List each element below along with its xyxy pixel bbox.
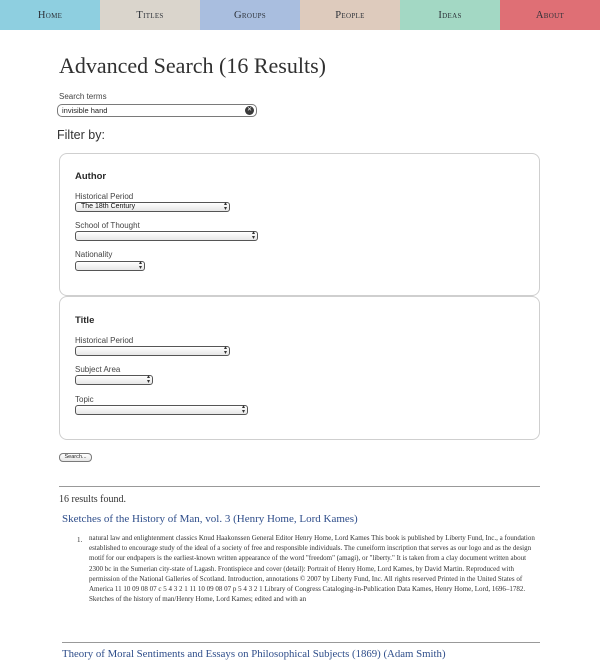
filter-heading: Filter by: <box>57 128 105 142</box>
nav-titles[interactable]: Titles <box>100 0 200 30</box>
author-historical-period-value: The 18th Century <box>81 203 136 210</box>
title-filter-panel <box>59 296 540 440</box>
author-panel-title: Author <box>75 171 107 182</box>
nav-ideas[interactable]: Ideas <box>400 0 500 30</box>
top-nav <box>0 0 600 30</box>
updown-arrows-icon: ▴ ▾ <box>223 201 227 212</box>
title-historical-period-select[interactable] <box>75 346 230 356</box>
search-button[interactable]: Search... <box>59 453 92 462</box>
subject-area-select[interactable] <box>75 375 153 385</box>
updown-arrows-icon: ▴ ▾ <box>251 230 255 241</box>
title-historical-period-label: Historical Period <box>75 336 134 345</box>
search-field <box>57 104 257 117</box>
nav-home[interactable]: Home <box>0 0 100 30</box>
nav-about[interactable]: About <box>500 0 600 30</box>
nav-people[interactable]: People <box>300 0 400 30</box>
nav-groups[interactable]: Groups <box>200 0 300 30</box>
topic-label: Topic <box>75 395 94 404</box>
page-title: Advanced Search (16 Results) <box>59 53 326 78</box>
title-panel-title: Title <box>75 315 95 326</box>
result-snippet-number: 1. <box>77 536 83 544</box>
updown-arrows-icon: ▴ ▾ <box>138 260 142 271</box>
nationality-select[interactable] <box>75 261 145 271</box>
updown-arrows-icon: ▴ ▾ <box>146 374 150 385</box>
search-terms-label: Search terms <box>59 92 107 101</box>
updown-arrows-icon: ▴ ▾ <box>241 404 245 415</box>
topic-select[interactable] <box>75 405 248 415</box>
updown-arrows-icon: ▴ ▾ <box>223 345 227 356</box>
result-divider <box>62 642 540 643</box>
author-filter-panel <box>59 153 540 296</box>
author-historical-period-label: Historical Period <box>75 192 134 201</box>
nationality-label: Nationality <box>75 250 113 259</box>
subject-area-label: Subject Area <box>75 365 121 374</box>
author-historical-period-select[interactable] <box>75 202 230 212</box>
clear-icon[interactable]: ✕ <box>246 107 253 113</box>
result-title-link[interactable]: Theory of Moral Sentiments and Essays on Philosophical Subjects (1869) (Adam Smith) <box>62 648 446 660</box>
school-of-thought-select[interactable] <box>75 231 258 241</box>
search-input[interactable] <box>62 105 242 116</box>
results-count: 16 results found. <box>59 494 126 505</box>
result-excerpt: natural law and enlightenment classics Knud Haakonssen General Editor Henry Home, Lord Kames This book is published by Liberty Fund, Inc., a foundation established to encourage study of the ideal of a society of free and responsible individuals. The cuneiform inscription that serves as our logo and as the design motif for our endpapers is the earliest-known written appearance of the word "freedom" (amagi), or "liberty." It is taken from a clay document written about 2300 bc in the Sumerian city-state of Lagash. Frontispiece and cover (detail): Portrait of Henry Home, Lord Kames, by David Martin. Reproduced with permission of the National Galleries of Scotland. Introduction, annotations © 2007 by Liberty Fund, Inc. All rights reserved Printed in the United States of America 11 10 09 08 07 c 5 4 3 2 1 11 10 09 08 07 p 5 4 3 2 1 Library of Congress Cataloging-in-Publication Data Kames, Henry Home, Lord, 1696–1782. Sketches of the history of man/Henry Home, Lord Kames; edited and with an <box>89 534 535 604</box>
result-title-link[interactable]: Sketches of the History of Man, vol. 3 (Henry Home, Lord Kames) <box>62 513 358 525</box>
school-of-thought-label: School of Thought <box>75 221 140 230</box>
results-divider <box>59 486 540 487</box>
